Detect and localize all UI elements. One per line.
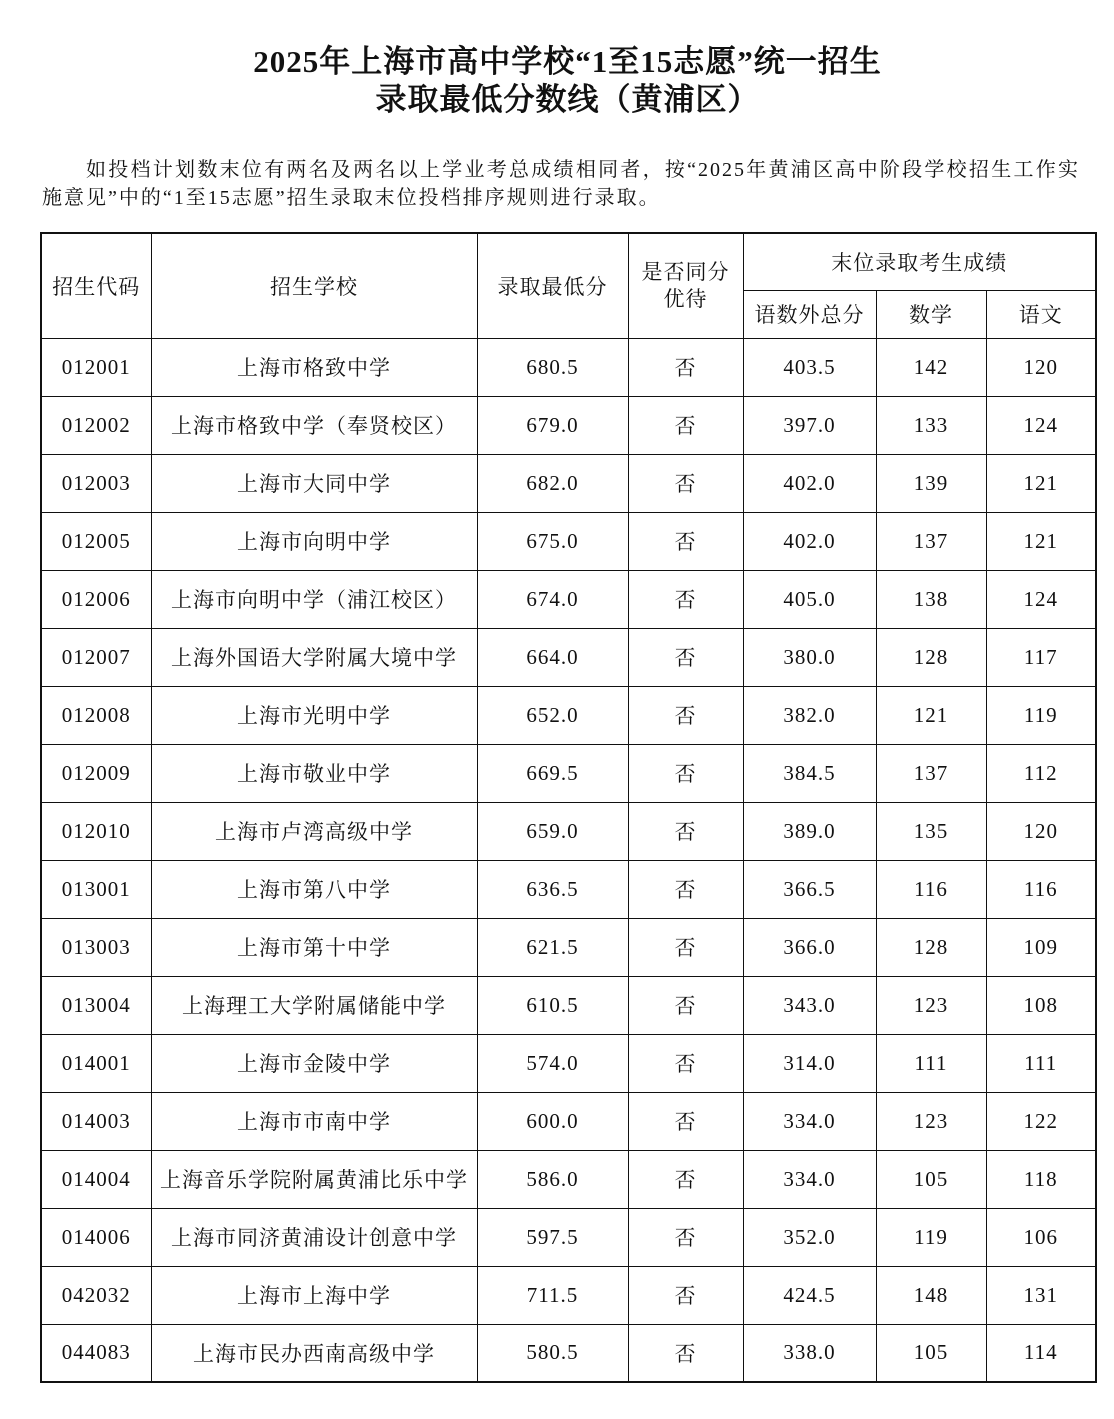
school-cell: 上海市敬业中学 xyxy=(151,744,477,802)
min-score-cell: 674.0 xyxy=(477,570,628,628)
total-score-cell: 402.0 xyxy=(743,512,876,570)
header-tie-priority xyxy=(628,233,743,338)
tie-priority-cell: 否 xyxy=(628,918,743,976)
math-score-cell: 105 xyxy=(876,1324,986,1382)
chinese-score-cell: 119 xyxy=(986,686,1096,744)
school-cell: 上海市第八中学 xyxy=(151,860,477,918)
tie-priority-cell: 否 xyxy=(628,1324,743,1382)
school-cell: 上海市卢湾高级中学 xyxy=(151,802,477,860)
code-cell: 014003 xyxy=(41,1092,151,1150)
total-score-cell: 366.5 xyxy=(743,860,876,918)
total-score-cell: 384.5 xyxy=(743,744,876,802)
title-line-1: 2025年上海市高中学校“1至15志愿”统一招生 xyxy=(253,44,882,79)
min-score-cell: 675.0 xyxy=(477,512,628,570)
school-cell: 上海市上海中学 xyxy=(151,1266,477,1324)
tie-priority-cell: 否 xyxy=(628,338,743,396)
chinese-score-cell: 118 xyxy=(986,1150,1096,1208)
header-row xyxy=(41,233,1096,290)
chinese-score-cell: 131 xyxy=(986,1266,1096,1324)
table-header xyxy=(41,233,1096,338)
code-cell: 012006 xyxy=(41,570,151,628)
chinese-score-cell: 121 xyxy=(986,454,1096,512)
chinese-score-cell: 109 xyxy=(986,918,1096,976)
chinese-score-cell: 114 xyxy=(986,1324,1096,1382)
tie-priority-cell: 否 xyxy=(628,1092,743,1150)
code-cell: 012002 xyxy=(41,396,151,454)
min-score-cell: 679.0 xyxy=(477,396,628,454)
math-score-cell: 148 xyxy=(876,1266,986,1324)
code-cell: 042032 xyxy=(41,1266,151,1324)
school-cell: 上海市向明中学（浦江校区） xyxy=(151,570,477,628)
school-cell: 上海外国语大学附属大境中学 xyxy=(151,628,477,686)
min-score-cell: 580.5 xyxy=(477,1324,628,1382)
min-score-cell: 610.5 xyxy=(477,976,628,1034)
header-min-score: 录取最低分 xyxy=(477,233,628,338)
total-score-cell: 338.0 xyxy=(743,1324,876,1382)
math-score-cell: 105 xyxy=(876,1150,986,1208)
school-cell: 上海市格致中学 xyxy=(151,338,477,396)
tie-priority-cell: 否 xyxy=(628,570,743,628)
admission-score-table xyxy=(40,232,1097,1383)
code-cell: 014001 xyxy=(41,1034,151,1092)
document-title xyxy=(40,43,1095,119)
table-row xyxy=(41,860,1096,918)
school-cell: 上海市格致中学（奉贤校区） xyxy=(151,396,477,454)
table-row xyxy=(41,628,1096,686)
table-row xyxy=(41,1150,1096,1208)
table-row xyxy=(41,338,1096,396)
header-tie-priority-label: 是否同分优待 xyxy=(641,259,730,311)
math-score-cell: 137 xyxy=(876,744,986,802)
table-row xyxy=(41,976,1096,1034)
min-score-cell: 621.5 xyxy=(477,918,628,976)
total-score-cell: 314.0 xyxy=(743,1034,876,1092)
tie-priority-cell: 否 xyxy=(628,396,743,454)
total-score-cell: 405.0 xyxy=(743,570,876,628)
min-score-cell: 597.5 xyxy=(477,1208,628,1266)
header-math: 数学 xyxy=(876,290,986,338)
code-cell: 012009 xyxy=(41,744,151,802)
school-cell: 上海市民办西南高级中学 xyxy=(151,1324,477,1382)
min-score-cell: 659.0 xyxy=(477,802,628,860)
title-line-2: 录取最低分数线（黄浦区） xyxy=(375,82,760,117)
code-cell: 044083 xyxy=(41,1324,151,1382)
math-score-cell: 133 xyxy=(876,396,986,454)
tie-priority-cell: 否 xyxy=(628,686,743,744)
header-code: 招生代码 xyxy=(41,233,151,338)
math-score-cell: 123 xyxy=(876,976,986,1034)
chinese-score-cell: 111 xyxy=(986,1034,1096,1092)
code-cell: 014006 xyxy=(41,1208,151,1266)
math-score-cell: 139 xyxy=(876,454,986,512)
total-score-cell: 397.0 xyxy=(743,396,876,454)
school-cell: 上海市第十中学 xyxy=(151,918,477,976)
math-score-cell: 128 xyxy=(876,918,986,976)
min-score-cell: 711.5 xyxy=(477,1266,628,1324)
tie-priority-cell: 否 xyxy=(628,802,743,860)
table-row xyxy=(41,802,1096,860)
code-cell: 012008 xyxy=(41,686,151,744)
admission-rule-note: 如投档计划数末位有两名及两名以上学业考总成绩相同者，按“2025年黄浦区高中阶段学校招生工作实施意见”中的“1至15志愿”招生录取末位投档排序规则进行录取。 xyxy=(42,159,1080,209)
min-score-cell: 586.0 xyxy=(477,1150,628,1208)
code-cell: 012003 xyxy=(41,454,151,512)
header-chinese: 语文 xyxy=(986,290,1096,338)
math-score-cell: 137 xyxy=(876,512,986,570)
chinese-score-cell: 124 xyxy=(986,396,1096,454)
code-cell: 014004 xyxy=(41,1150,151,1208)
total-score-cell: 334.0 xyxy=(743,1150,876,1208)
total-score-cell: 352.0 xyxy=(743,1208,876,1266)
chinese-score-cell: 122 xyxy=(986,1092,1096,1150)
table-row xyxy=(41,1208,1096,1266)
min-score-cell: 574.0 xyxy=(477,1034,628,1092)
school-cell: 上海理工大学附属储能中学 xyxy=(151,976,477,1034)
min-score-cell: 636.5 xyxy=(477,860,628,918)
tie-priority-cell: 否 xyxy=(628,976,743,1034)
math-score-cell: 135 xyxy=(876,802,986,860)
total-score-cell: 403.5 xyxy=(743,338,876,396)
table-row xyxy=(41,1324,1096,1382)
code-cell: 012010 xyxy=(41,802,151,860)
total-score-cell: 389.0 xyxy=(743,802,876,860)
chinese-score-cell: 116 xyxy=(986,860,1096,918)
total-score-cell: 402.0 xyxy=(743,454,876,512)
math-score-cell: 142 xyxy=(876,338,986,396)
tie-priority-cell: 否 xyxy=(628,1034,743,1092)
table-row xyxy=(41,570,1096,628)
header-school: 招生学校 xyxy=(151,233,477,338)
tie-priority-cell: 否 xyxy=(628,454,743,512)
school-cell: 上海市同济黄浦设计创意中学 xyxy=(151,1208,477,1266)
tie-priority-cell: 否 xyxy=(628,744,743,802)
tie-priority-cell: 否 xyxy=(628,628,743,686)
tie-priority-cell: 否 xyxy=(628,1208,743,1266)
min-score-cell: 680.5 xyxy=(477,338,628,396)
total-score-cell: 366.0 xyxy=(743,918,876,976)
total-score-cell: 343.0 xyxy=(743,976,876,1034)
math-score-cell: 123 xyxy=(876,1092,986,1150)
school-cell: 上海音乐学院附属黄浦比乐中学 xyxy=(151,1150,477,1208)
total-score-cell: 380.0 xyxy=(743,628,876,686)
chinese-score-cell: 112 xyxy=(986,744,1096,802)
table-row xyxy=(41,1092,1096,1150)
table-row xyxy=(41,744,1096,802)
code-cell: 012007 xyxy=(41,628,151,686)
code-cell: 012001 xyxy=(41,338,151,396)
header-last-admitted-scores: 末位录取考生成绩 xyxy=(743,233,1096,290)
math-score-cell: 121 xyxy=(876,686,986,744)
table-row xyxy=(41,512,1096,570)
tie-priority-cell: 否 xyxy=(628,860,743,918)
chinese-score-cell: 117 xyxy=(986,628,1096,686)
table-row xyxy=(41,918,1096,976)
total-score-cell: 382.0 xyxy=(743,686,876,744)
table-row xyxy=(41,396,1096,454)
min-score-cell: 600.0 xyxy=(477,1092,628,1150)
math-score-cell: 111 xyxy=(876,1034,986,1092)
chinese-score-cell: 121 xyxy=(986,512,1096,570)
min-score-cell: 652.0 xyxy=(477,686,628,744)
header-total-score: 语数外总分 xyxy=(743,290,876,338)
table-row xyxy=(41,1034,1096,1092)
school-cell: 上海市市南中学 xyxy=(151,1092,477,1150)
table-row xyxy=(41,686,1096,744)
tie-priority-cell: 否 xyxy=(628,1150,743,1208)
chinese-score-cell: 108 xyxy=(986,976,1096,1034)
min-score-cell: 669.5 xyxy=(477,744,628,802)
total-score-cell: 424.5 xyxy=(743,1266,876,1324)
table-body xyxy=(41,338,1096,1382)
school-cell: 上海市金陵中学 xyxy=(151,1034,477,1092)
code-cell: 012005 xyxy=(41,512,151,570)
min-score-cell: 664.0 xyxy=(477,628,628,686)
chinese-score-cell: 120 xyxy=(986,802,1096,860)
total-score-cell: 334.0 xyxy=(743,1092,876,1150)
table-row xyxy=(41,454,1096,512)
code-cell: 013004 xyxy=(41,976,151,1034)
school-cell: 上海市大同中学 xyxy=(151,454,477,512)
tie-priority-cell: 否 xyxy=(628,512,743,570)
chinese-score-cell: 124 xyxy=(986,570,1096,628)
math-score-cell: 119 xyxy=(876,1208,986,1266)
chinese-score-cell: 106 xyxy=(986,1208,1096,1266)
school-cell: 上海市光明中学 xyxy=(151,686,477,744)
math-score-cell: 116 xyxy=(876,860,986,918)
code-cell: 013001 xyxy=(41,860,151,918)
school-cell: 上海市向明中学 xyxy=(151,512,477,570)
code-cell: 013003 xyxy=(41,918,151,976)
tie-priority-cell: 否 xyxy=(628,1266,743,1324)
math-score-cell: 138 xyxy=(876,570,986,628)
chinese-score-cell: 120 xyxy=(986,338,1096,396)
table-row xyxy=(41,1266,1096,1324)
min-score-cell: 682.0 xyxy=(477,454,628,512)
math-score-cell: 128 xyxy=(876,628,986,686)
